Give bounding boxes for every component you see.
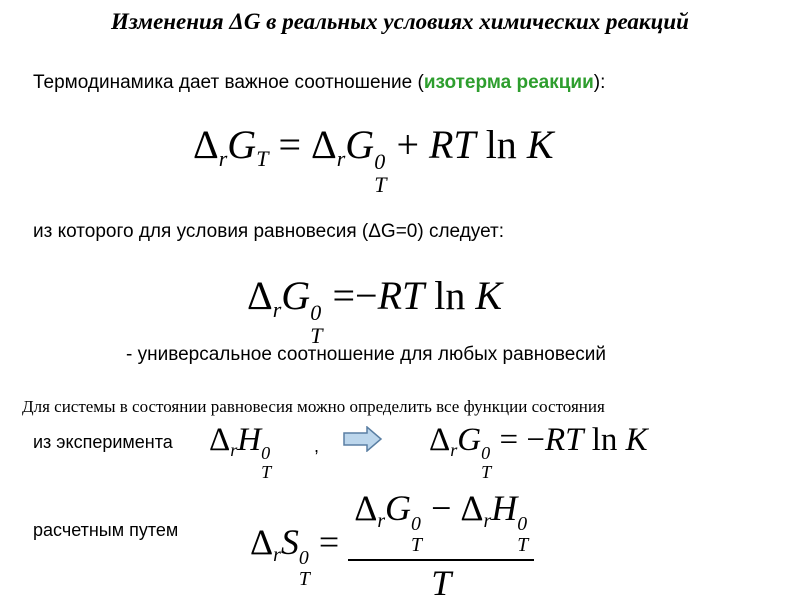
intro-highlight: изотерма реакции: [423, 72, 594, 93]
entropy-formula: ΔrS 0 T = ΔrG 0 T − ΔrH 0 T T: [250, 490, 534, 601]
experiment-label: из эксперимента: [33, 432, 173, 452]
fraction-denominator: T: [431, 563, 452, 603]
gibbs-formula-small: ΔrG 0 T = −RT ln K: [429, 422, 648, 483]
comma: ,: [314, 436, 320, 456]
fraction-numerator: ΔrG 0 T − ΔrH 0 T: [348, 490, 534, 561]
universal-note: - универсальное соотношение для любых равновесий: [126, 344, 606, 365]
isotherm-formula: ΔrGT = ΔrG 0 T + RT ln K: [193, 122, 554, 198]
intro-before: Термодинамика дает важное соотношение (: [33, 72, 424, 93]
intro-text: [33, 72, 605, 94]
equilibrium-formula: ΔrG 0 T =−RT ln K: [247, 273, 503, 349]
intro-after: ):: [593, 72, 606, 93]
system-note: Для системы в состоянии равновесия можно определить все функции состояния: [22, 397, 605, 416]
enthalpy-formula: ΔrH 0 T: [209, 422, 272, 483]
equilibrium-line: из которого для условия равновесия (ΔG=0) следует:: [33, 221, 505, 242]
calculated-label: расчетным путем: [33, 520, 179, 540]
entropy-fraction: [348, 490, 534, 601]
right-arrow-icon: [343, 426, 383, 452]
page-title: Изменения ΔG в реальных условиях химических реакций: [111, 9, 689, 34]
